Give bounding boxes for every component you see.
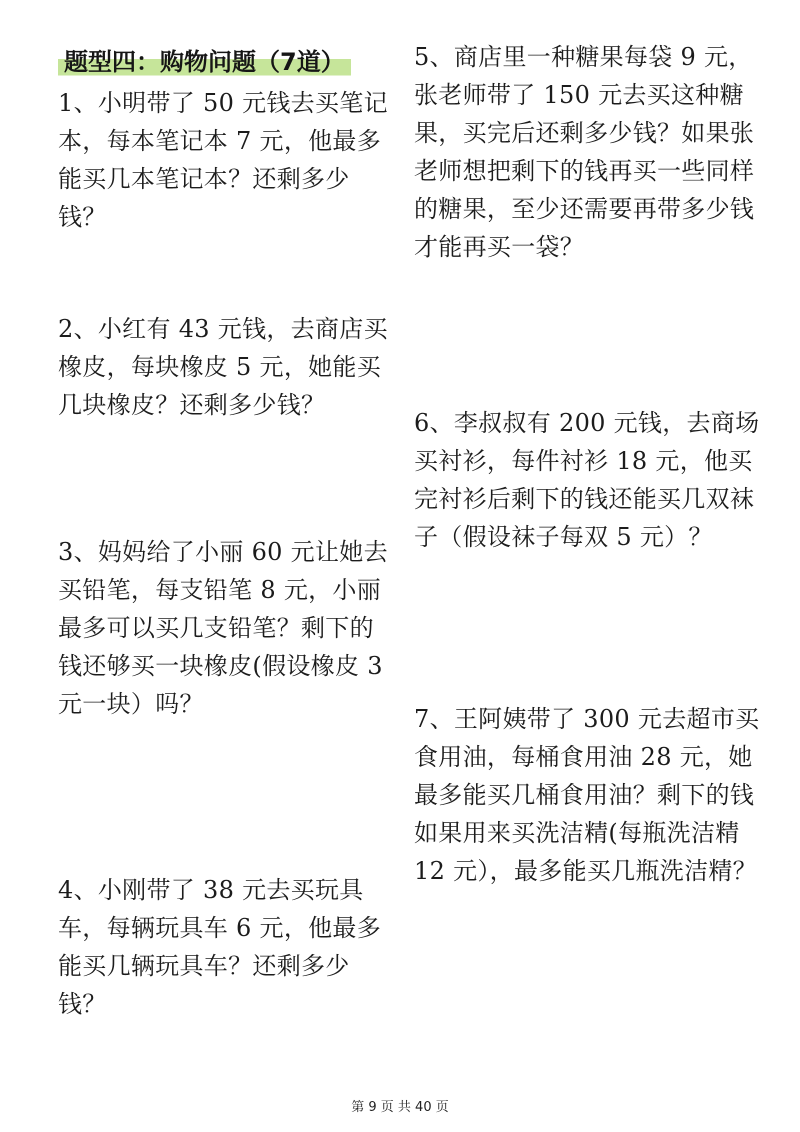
question-3: 3、妈妈给了小丽 60 元让她去买铅笔，每支铅笔 8 元，小丽最多可以买几支铅笔？剩下的钱还够买一块橡皮(假设橡皮 3 元一块）吗？: [58, 538, 388, 718]
question-1: 1、小明带了 50 元钱去买笔记本，每本笔记本 7 元，他最多能买几本笔记本？还剩多少钱？: [58, 89, 388, 231]
page-footer: 第 9 页 共 40 页: [351, 1100, 449, 1115]
question-2: 2、小红有 43 元钱，去商店买橡皮，每块橡皮 5 元，她能买几块橡皮？还剩多少钱？: [58, 315, 388, 419]
section-heading: 题型四：购物问题（7道）: [58, 46, 351, 78]
question-7: 7、王阿姨带了 300 元去超市买食用油，每桶食用油 28 元，她最多能买几桶食用油？剩下的钱如果用来买洗洁精(每瓶洗洁精 12 元），最多能买几瓶洗洁精？: [414, 705, 760, 885]
question-4: 4、小刚带了 38 元去买玩具车，每辆玩具车 6 元，他最多能买几辆玩具车？还剩多少钱？: [58, 876, 382, 1018]
question-5: 5、商店里一种糖果每袋 9 元，张老师带了 150 元去买这种糖果，买完后还剩多少钱？如果张老师想把剩下的钱再买一些同样的糖果，至少还需要再带多少钱才能再买一袋？: [414, 43, 755, 261]
question-6: 6、李叔叔有 200 元钱，去商场买衬衫，每件衬衫 18 元，他买完衬衫后剩下的钱还能买几双袜子（假设袜子每双 5 元）？: [414, 409, 760, 551]
